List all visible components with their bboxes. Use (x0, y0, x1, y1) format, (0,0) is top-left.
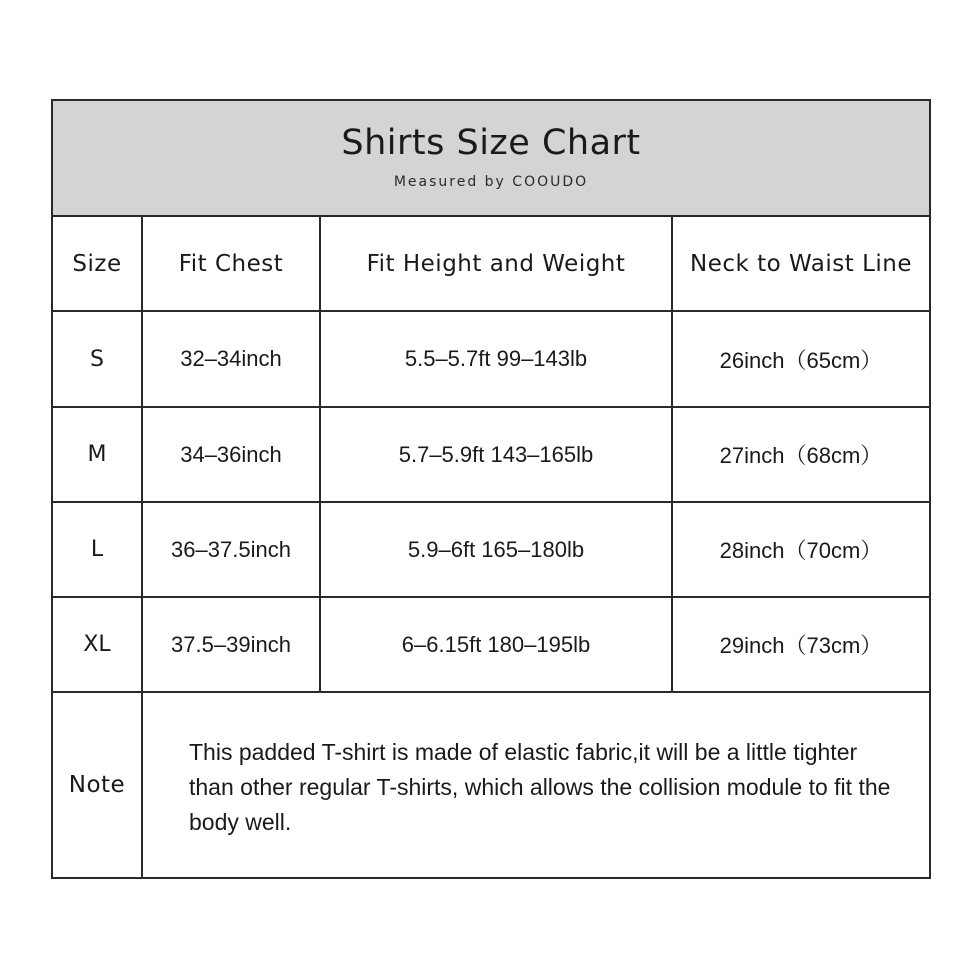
note-text: This padded T-shirt is made of elastic fabric,it will be a little tighter than other regular T-shirts, which allows the collision module to fit the body well. (189, 739, 891, 835)
fit-chest-cell: 37.5–39inch (143, 598, 321, 691)
column-header-fit-height-weight: Fit Height and Weight (321, 217, 673, 310)
neck-to-waist-cell: 27inch（68cm） (719, 443, 883, 468)
table-row (53, 312, 929, 408)
chart-header (53, 101, 929, 217)
fit-height-weight-cell: 5.5–5.7ft 99–143lb (321, 312, 673, 406)
fit-chest-cell: 32–34inch (143, 312, 321, 406)
fit-chest-cell: 36–37.5inch (143, 503, 321, 596)
table-row (53, 503, 929, 598)
size-chart-table (51, 99, 931, 879)
size-cell: M (53, 408, 143, 501)
neck-to-waist-cell: 29inch（73cm） (719, 633, 883, 658)
column-header-size: Size (53, 217, 143, 310)
table-header-row (53, 217, 929, 312)
chart-subtitle: Measured by COOUDO (393, 174, 589, 190)
fit-height-weight-cell: 6–6.15ft 180–195lb (321, 598, 673, 691)
note-row (53, 693, 929, 877)
size-cell: L (53, 503, 143, 596)
neck-to-waist-cell: 26inch（65cm） (719, 347, 883, 373)
table-row (53, 598, 929, 693)
table-row (53, 408, 929, 503)
fit-chest-cell: 34–36inch (143, 408, 321, 501)
fit-height-weight-cell: 5.7–5.9ft 143–165lb (321, 408, 673, 501)
column-header-fit-chest: Fit Chest (143, 217, 321, 310)
size-cell: XL (53, 598, 143, 691)
fit-height-weight-cell: 5.9–6ft 165–180lb (321, 503, 673, 596)
neck-to-waist-cell: 28inch（70cm） (719, 538, 883, 563)
column-header-neck-to-waist: Neck to Waist Line (689, 250, 913, 277)
size-cell: S (53, 312, 143, 406)
note-label: Note (53, 693, 143, 877)
chart-title: Shirts Size Chart (341, 123, 641, 163)
